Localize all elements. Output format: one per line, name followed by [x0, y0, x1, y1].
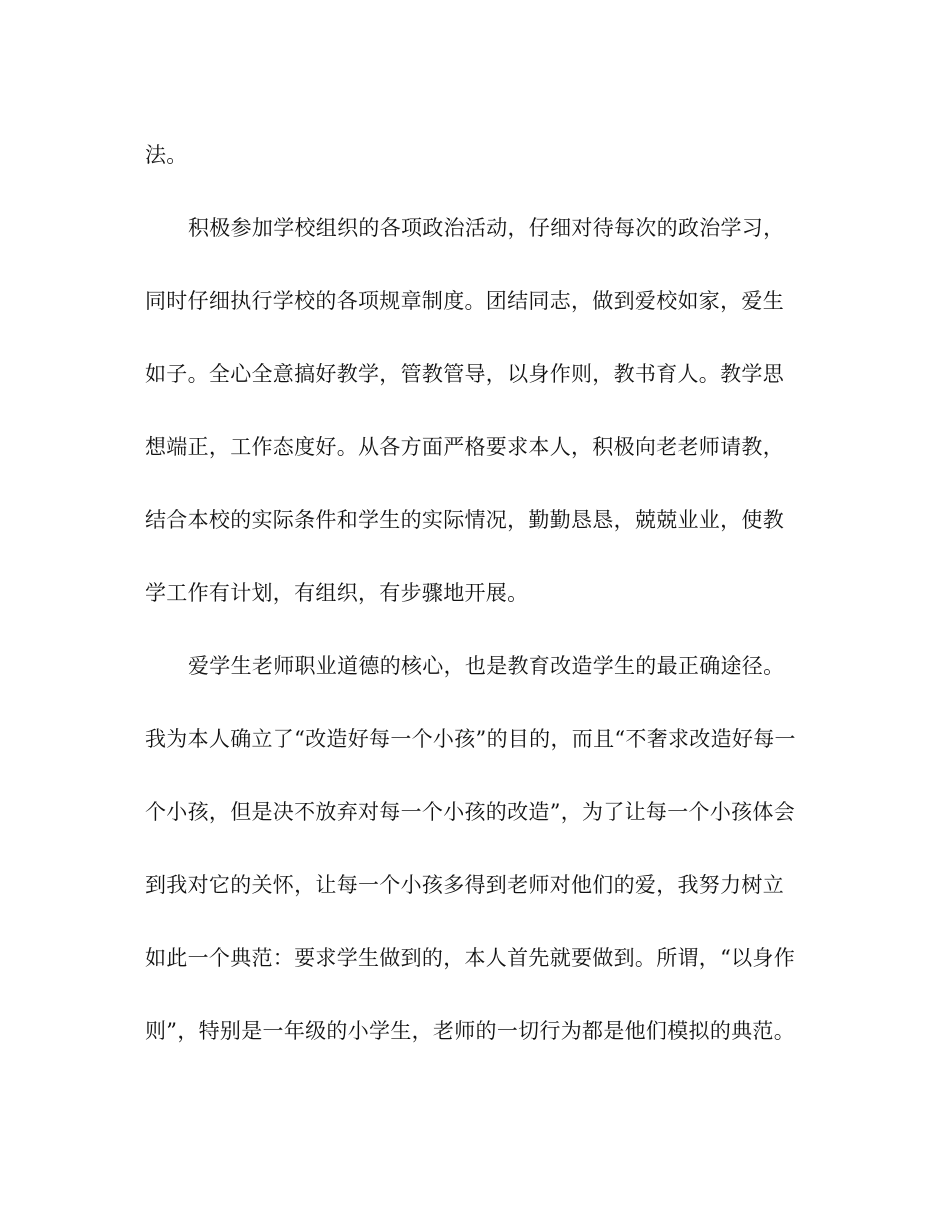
text-line: 想端正，工作态度好。从各方面严格要求本人，积极向老老师请教， — [145, 435, 784, 459]
text-line: 则”，特别是一年级的小学生，老师的一切行为都是他们模拟的典范。 — [145, 1019, 796, 1043]
text-line: 同时仔细执行学校的各项规章制度。团结同志，做到爱校如家，爱生 — [145, 289, 784, 313]
text-line: 我为本人确立了“改造好每一个小孩”的目的，而且“不奢求改造好每一 — [145, 727, 796, 751]
text-line: 如此一个典范：要求学生做到的，本人首先就要做到。所谓，“以身作 — [145, 946, 796, 970]
text-line: 法。 — [145, 143, 188, 167]
paragraph-start-line: 积极参加学校组织的各项政治活动，仔细对待每次的政治学习， — [188, 216, 785, 240]
paragraph-start-line: 爱学生老师职业道德的核心，也是教育改造学生的最正确途径。 — [188, 654, 785, 678]
document-body — [145, 133, 810, 1082]
text-line: 到我对它的关怀，让每一个小孩多得到老师对他们的爱，我努力树立 — [145, 873, 784, 897]
text-line: 个小孩，但是决不放弃对每一个小孩的改造”，为了让每一个小孩体会 — [145, 800, 796, 824]
text-line: 学工作有计划，有组织，有步骤地开展。 — [145, 581, 529, 605]
text-line: 结合本校的实际条件和学生的实际情况，勤勤恳恳，兢兢业业，使教 — [145, 508, 784, 532]
text-line: 如子。全心全意搞好教学，管教管导，以身作则，教书育人。教学思 — [145, 362, 784, 386]
